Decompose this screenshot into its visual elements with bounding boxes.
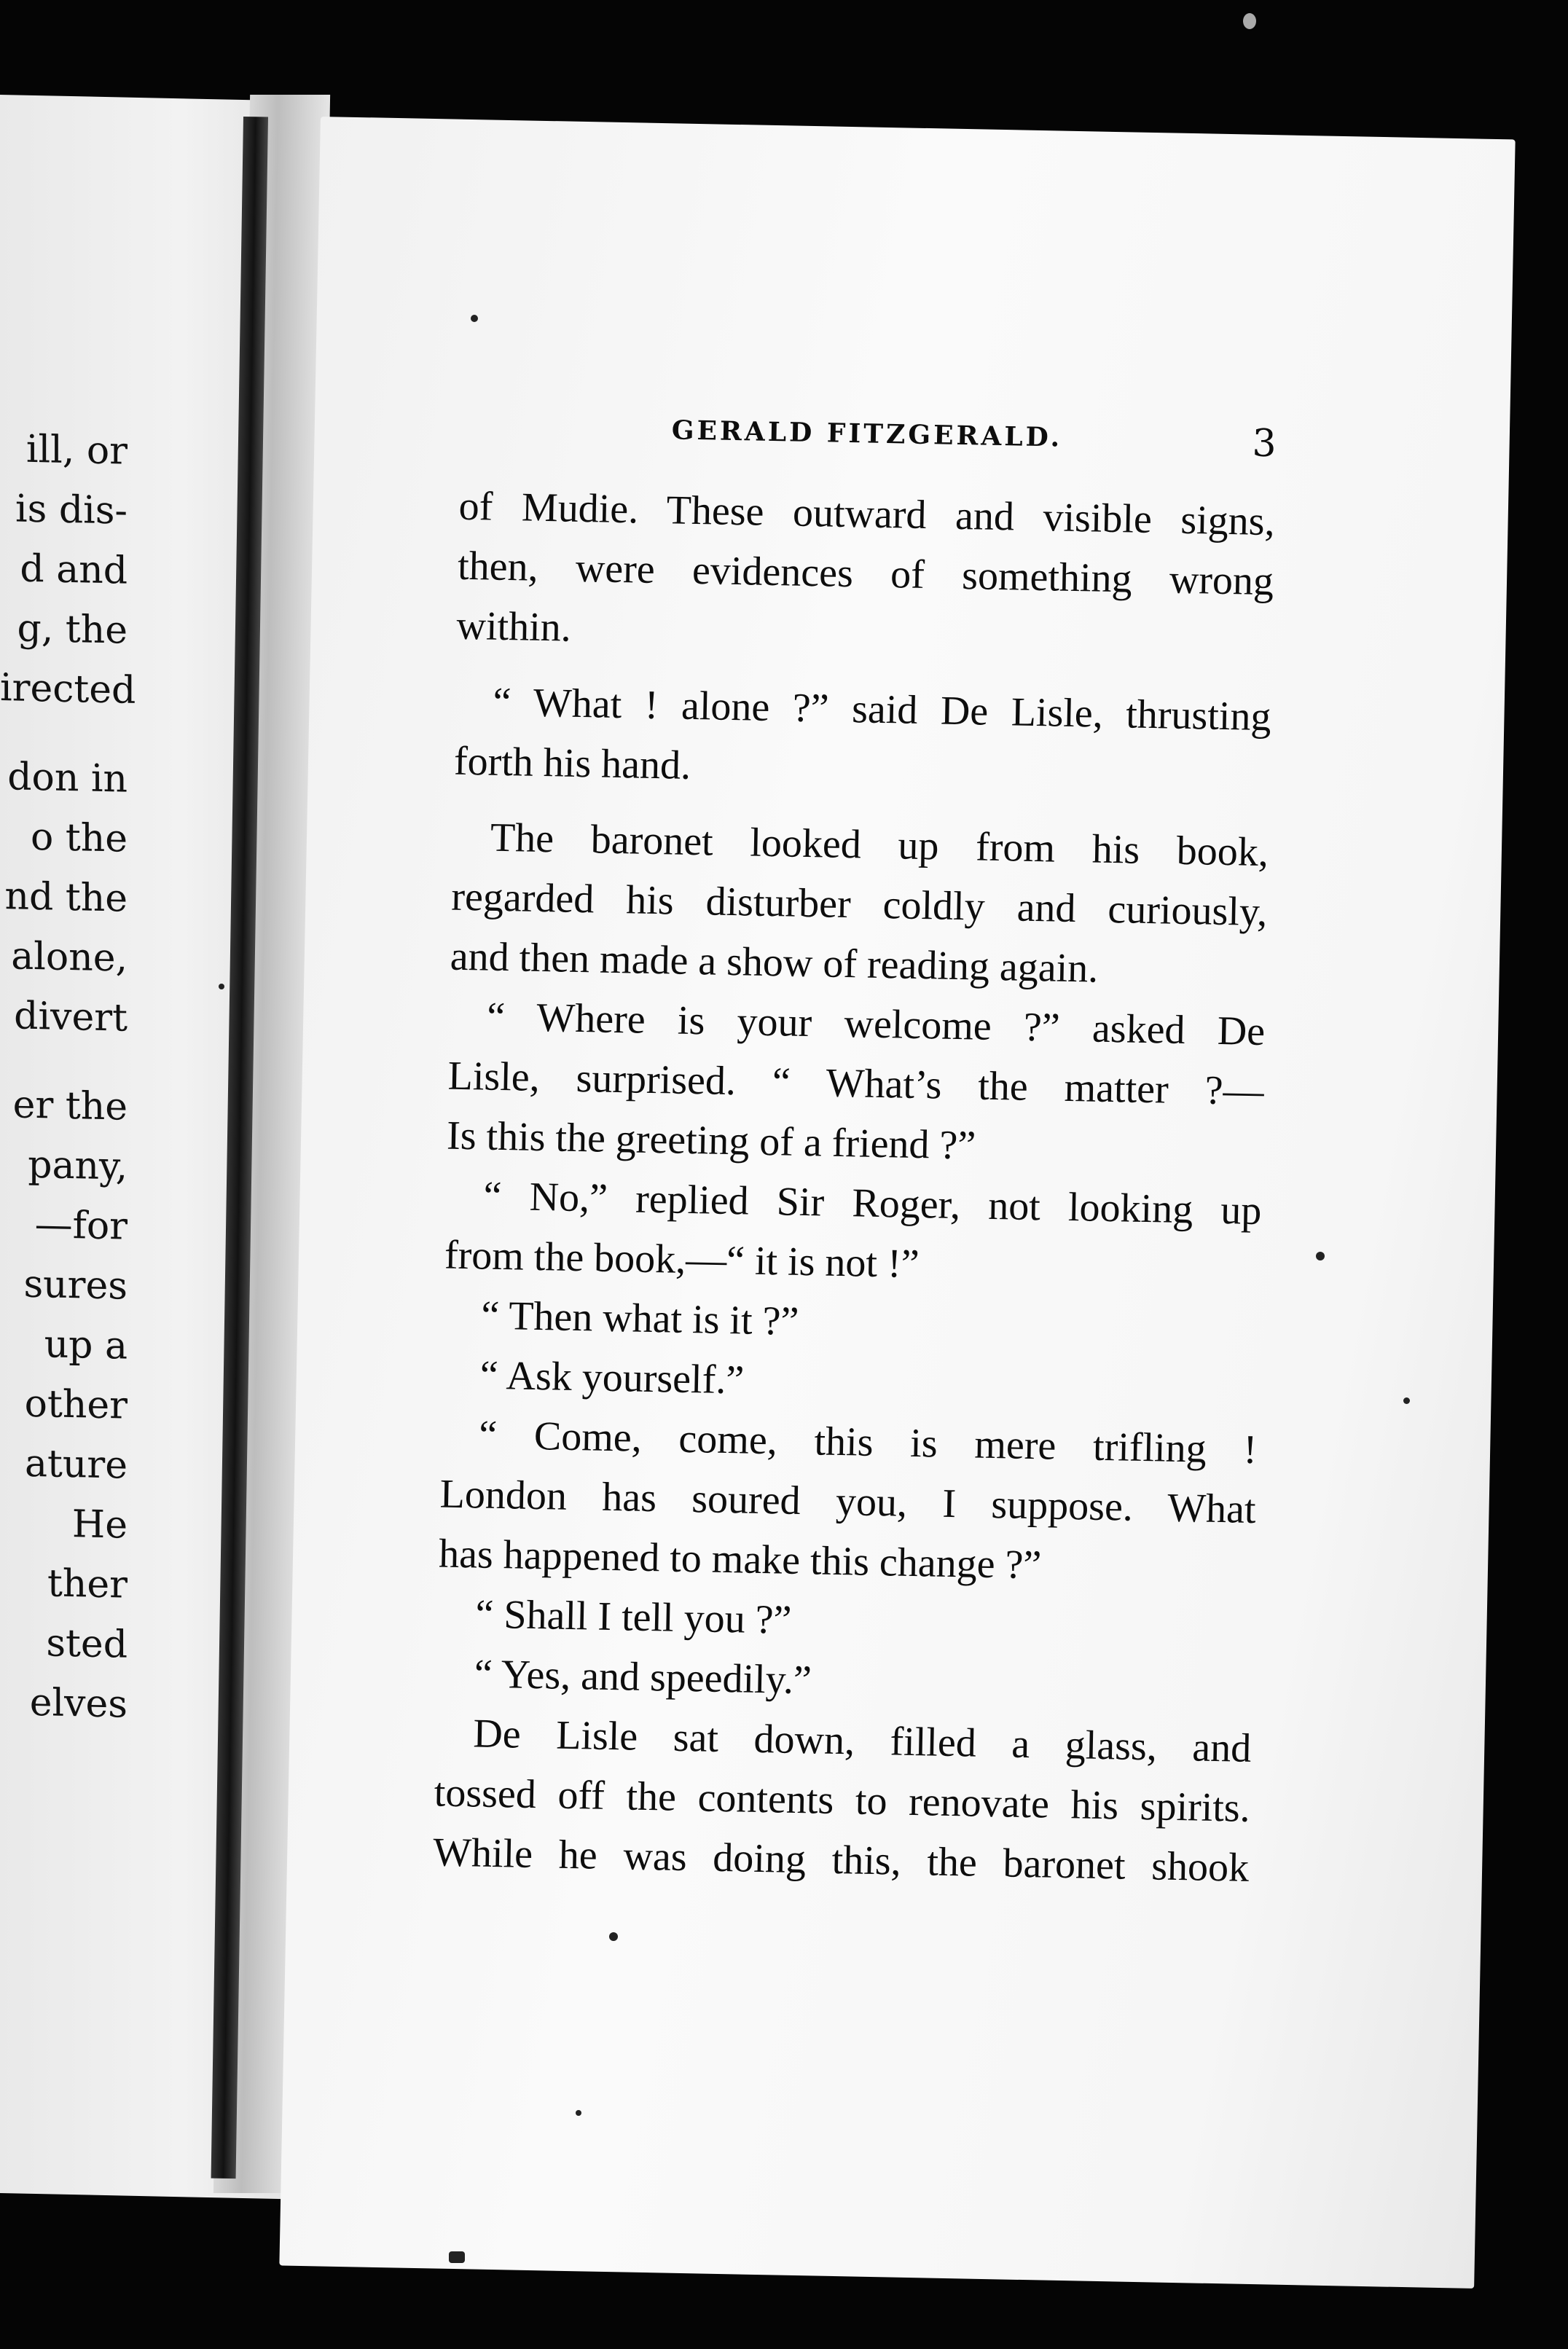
left-page-line-fragment: He <box>71 1502 128 1548</box>
text-line: The baronet looked up from his book, <box>490 815 1269 876</box>
ink-speck <box>1243 13 1256 29</box>
running-title: GERALD FITZGERALD. <box>671 415 1063 453</box>
text-line: While he was doing this, the baronet shook <box>432 1830 1250 1891</box>
left-page-line-fragment: —for <box>34 1202 128 1249</box>
ink-speck <box>449 2251 465 2263</box>
page-number: 3 <box>1251 421 1277 466</box>
left-page-line-fragment: nd the <box>4 874 128 921</box>
text-line: of Mudie. These outward and visible signs, <box>458 483 1276 545</box>
text-line: “ Then what is it ?” <box>480 1293 799 1344</box>
text-line: “ Shall I tell you ?” <box>474 1591 792 1643</box>
text-line: tossed off the contents to renovate his spirits. <box>434 1770 1251 1831</box>
ink-speck <box>609 1932 618 1941</box>
left-page-line-fragment: o the <box>31 815 128 861</box>
left-page-line-fragment: g, the <box>17 606 128 653</box>
running-head <box>460 411 1277 485</box>
text-line: regarded his disturber coldly and curiously, <box>450 874 1268 936</box>
text-line: Is this the greeting of a friend ?” <box>446 1113 976 1169</box>
left-page-line-fragment: other <box>24 1381 128 1428</box>
text-line: then, were evidences of something wrong <box>457 543 1274 605</box>
text-line: from the book,—“ it is not !” <box>444 1232 920 1287</box>
text-line: “ Where is your welcome ?” asked De <box>486 994 1266 1055</box>
ink-speck <box>219 984 224 989</box>
right-page <box>279 117 1515 2289</box>
text-line: within. <box>456 603 572 651</box>
text-line: London has soured you, I suppose. What <box>439 1471 1257 1532</box>
text-line: “ No,” replied Sir Roger, not looking up <box>483 1173 1262 1234</box>
body-text <box>433 477 1276 1898</box>
text-line: “ Ask yourself.” <box>479 1352 745 1403</box>
ink-speck <box>1316 1252 1325 1260</box>
left-page-line-fragment: don in <box>7 755 128 801</box>
left-page-line-fragment: alone, <box>11 934 128 981</box>
left-page-line-fragment: divert <box>14 994 128 1040</box>
left-page-line-fragment: sted <box>46 1621 128 1667</box>
page-content <box>433 411 1277 1898</box>
text-line: De Lisle sat down, filled a glass, and <box>472 1711 1252 1771</box>
text-line: has happened to make this change ?” <box>438 1531 1042 1588</box>
left-page-line-fragment: is dis- <box>15 487 128 533</box>
left-page-line-fragment: ther <box>47 1561 128 1607</box>
text-line: forth his hand. <box>453 738 691 788</box>
left-page-line-fragment: d and <box>20 546 128 593</box>
text-line: “ Yes, and speedily.” <box>474 1651 812 1703</box>
left-page-line-fragment: irected <box>0 666 136 713</box>
left-page-line-fragment: pany, <box>28 1142 128 1189</box>
left-page-line-fragment: up a <box>44 1322 128 1368</box>
text-line: “ Come, come, this is mere trifling ! <box>478 1412 1258 1473</box>
left-page-line-fragment: er the <box>12 1083 128 1129</box>
left-page-line-fragment: sures <box>23 1262 128 1309</box>
left-page-line-fragment: elves <box>29 1680 128 1727</box>
text-line: and then made a show of reading again. <box>450 933 1099 992</box>
left-page-line-fragment: ature <box>24 1441 128 1488</box>
text-line: “ What ! alone ?” said De Lisle, thrusting <box>493 679 1272 740</box>
ink-speck <box>1403 1397 1410 1404</box>
ink-speck <box>576 2110 581 2116</box>
ink-speck <box>471 315 478 322</box>
left-page-line-fragment: ill, or <box>26 427 128 474</box>
text-line: Lisle, surprised. “ What’s the matter ?— <box>447 1053 1265 1115</box>
